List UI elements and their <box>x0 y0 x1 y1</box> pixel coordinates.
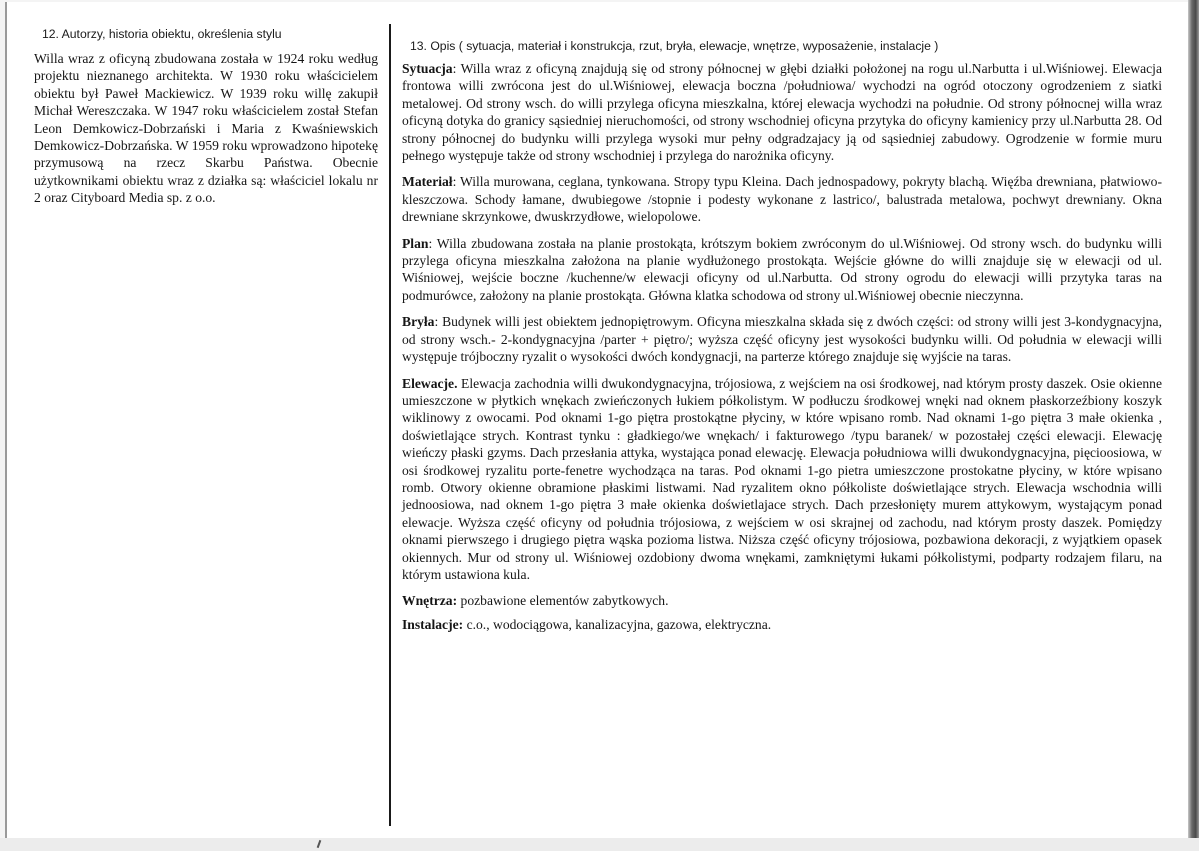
section-label: Sytuacja <box>402 61 453 76</box>
section-wnetrza <box>402 592 1162 609</box>
column-divider <box>389 24 391 826</box>
section-text: Elewacja zachodnia willi dwukondygnacyjna, trójosiowa, z wejściem na osi środkowej, nad którym prosty daszek. Osie okienne umieszczone w płytkich wnękach zwieńczonych łukiem półkolistym. W podłuczu środkowej wnęki nad oknem płaskorzeźbiony koszyk wiklinowy z owocami. Pod oknami 1-go piętra prostokątne płyciny, w które wpisano romb. Nad oknami 1-go piętra 3 małe okienka , doświetlające strych. Kontrast tynku : gładkiego/we wnękach/ i fakturowego /typu baranek/ w pozostałej części elewacji. Elewację wieńczy płaski gzyms. Dach przesłania attyka, wystająca ponad elewację. Elewacja południowa willi dwukondygnacyjna, pięcioosiowa, w osi środkowej ryzalitu porte-fenetre wychodząca na taras. Pod oknami 1-go pietra umieszczone prostokatne płyciny, w które wpisano romb. Otwory okienne obramione płaskimi listwami. Nad ryzalitem okno półkoliste doświetlające strych. Elewacja wschodnia willi jednoosiowa, nad oknem 1-go piętra 3 małe okienka doświetlajace strych. Dach przesłonięty murem attykowym, wystającym ponad elewacje. Wyższa część oficyny od południa trójosiowa, z wejściem w osi skrajnej od zachodu, nad którym prosty daszek. Pomiędzy oknami pierwszego i drugiego piętra wąska pozioma listwa. Niższa część oficyny trójosiowa, pozbawiona dekoracji, z wyjątkiem opasek okiennych. Mur od strony ul. Wiśniowej ozdobiony dwoma wnękami, zamkniętymi łukami półkolistymi, podparty rodzajem filaru, na którym ustawiona kula. <box>402 375 1162 582</box>
section-text: Budynek willi jest obiektem jednopiętrowym. Oficyna mieszkalna składa się z dwóch części: od strony willi jest 3-kondygnacyjna, od strony wsch.- 2-kondygnacyjna /parter + piętro/; wyższa część oficyny jest wysokości budynku willi. Od południa w elewacji willi występuje trójboczny ryzalit o wysokości dwóch kondygnacji, na parterze którego znajduje się wyjście na taras. <box>402 314 1162 365</box>
section-material: Materiał: Willa murowana, ceglana, tynkowana. Stropy typu Kleina. Dach jednospadowy, pokryty blachą. Więźba drewniana, płatwiowo-kleszczowa. Schody łamane, dwubiegowe /stopnie i podesty wykonane z lastrico/, balustrada metalowa, pochwyt drewniany. Okna drewniane skrzynkowe, dwuskrzydłowe, wielopolowe. <box>402 174 1162 225</box>
section-bryla: Bryła: Budynek willi jest obiektem jednopiętrowym. Oficyna mieszkalna składa się z dwóch części: od strony willi jest 3-kondygnacyjna, od strony wsch.- 2-kondygnacyjna /parter + piętro/; wyższa część oficyny jest wysokości budynku willi. Od południa w elewacji willi występuje trójboczny ryzalit o wysokości dwóch kondygnacji, na parterze którego znajduje się wyjście na taras. <box>402 314 1162 365</box>
history-column <box>34 27 378 207</box>
section-label: Bryła <box>402 314 435 330</box>
section-label: Materiał <box>402 174 453 190</box>
section-label: Instalacje: <box>402 616 464 632</box>
description-column <box>402 39 1162 642</box>
section-sytuacja: Sytuacja: Willa wraz z oficyną znajdują się od strony północnej w głębi działki położonej na rogu ul.Narbutta i ul.Wiśniowej. Elewacja frontowa willi zwrócona jest do ul.Wiśniowej, elewacja boczna /południowa/ wychodzi na ogród otoczony ogrodzeniem z siatki metalowej. Od strony wsch. do willi przylega oficyna mieszkalna, której elewacja wychodzi na południe. Od strony północnej willa wraz oficyną dotyka do granicy sąsiedniej nieruchomości, od strony wschodniej oficyna przytyka do oficyny kamienicy przy ul.Narbutta 28. Od strony północnej do budynku willi przylega wysoki mur pełny odgradzajacy ją od sąsiedniej zabudowy. Ogrodzenie w formie muru pełnego występuje także od strony wschodniej i przylega do narożnika oficyny. <box>402 61 1162 164</box>
section-plan: Plan: Willa zbudowana została na planie prostokąta, krótszym bokiem zwróconym do ul.Wiśniowej. Od strony wsch. do budynku willi przylega oficyna mieszkalna założona na planie wydłużonego prostokąta. Wejście główne do willi znajduje się w elewacji od ul. Wiśniowej, wejście boczne /kuchenne/w elewacji oficyny od ul.Narbutta. Od strony ogrodu do elewacji willi przytyka taras na podmurówce, założony na planie prostokąta. Główna klatka schodowa od strony ul.Wiśniowej obecnie nieczynna. <box>402 235 1162 303</box>
history-text: Willa wraz z oficyną zbudowana została w 1924 roku według projektu nieznanego architekta. W 1930 roku właścicielem obiektu był Paweł Mackiewicz. W 1939 roku willę zakupił Michał Wereszczaka. W 1947 roku właścicielem został Stefan Leon Demkowicz-Dobrzański i Maria z Kwaśniewskich Demkowicz-Dobrzańska. W 1959 roku wprowadzono hipotekę przymusową na rzecz Skarbu Państwa. Obecnie użytkownikami obiektu wraz z działka są: właściciel lokalu nr 2 oraz Cityboard Media sp. z o.o. <box>34 51 378 206</box>
section-label: Wnętrza: <box>402 593 458 609</box>
history-heading: 12. Autorzy, historia obiektu, określenia stylu <box>42 27 282 41</box>
section-text: c.o., wodociągowa, kanalizacyjna, gazowa, elektryczna. <box>466 616 772 632</box>
section-label: Plan <box>402 235 429 251</box>
scanned-page <box>5 2 1191 839</box>
scan-mark <box>317 840 322 848</box>
section-text: Willa wraz z oficyną znajdują się od strony północnej w głębi działki położonej na rogu ul.Narbutta i ul.Wiśniowej. Elewacja frontowa willi zwrócona jest do ul.Wiśniowej, elewacja boczna /południowa/ wychodzi na ogród otoczony ogrodzeniem z siatki metalowej. Od strony wsch. do willi przylega oficyna mieszkalna, której elewacja wychodzi na południe. Od strony północnej willa wraz oficyną dotyka do granicy sąsiedniej nieruchomości, od strony wschodniej oficyna przytyka do oficyny kamienicy przy ul.Narbutta 28. Od strony północnej do budynku willi przylega wysoki mur pełny odgradzajacy ją od sąsiedniej zabudowy. Ogrodzenie w formie muru pełnego występuje także od strony wschodniej i przylega do narożnika oficyny. <box>402 61 1162 164</box>
section-elewacje <box>402 375 1162 584</box>
section-text: Willa murowana, ceglana, tynkowana. Stropy typu Kleina. Dach jednospadowy, pokryty blachą. Więźba drewniana, płatwiowo-kleszczowa. Schody łamane, dwubiegowe /stopnie i podesty wykonane z lastrico/, balustrada metalowa, pochwyt drewniany. Okna drewniane skrzynkowe, dwuskrzydłowe, wielopolowe. <box>402 174 1162 225</box>
scan-bottom-margin <box>0 838 1199 851</box>
section-instalacje <box>402 616 1162 633</box>
scan-edge-shadow <box>1188 0 1199 845</box>
description-heading: 13. Opis ( sytuacja, materiał i konstrukcja, rzut, bryła, elewacje, wnętrze, wyposażenie, instalacje ) <box>410 39 939 53</box>
section-text: pozbawione elementów zabytkowych. <box>460 593 669 609</box>
section-text: Willa zbudowana została na planie prostokąta, krótszym bokiem zwróconym do ul.Wiśniowej. Od strony wsch. do budynku willi przylega oficyna mieszkalna założona na planie wydłużonego prostokąta. Wejście główne do willi znajduje się w elewacji od ul. Wiśniowej, wejście boczne /kuchenne/w elewacji oficyny od ul.Narbutta. Od strony ogrodu do elewacji willi przytyka taras na podmurówce, założony na planie prostokąta. Główna klatka schodowa od strony ul.Wiśniowej obecnie nieczynna. <box>402 235 1162 303</box>
section-label: Elewacje. <box>402 375 458 391</box>
